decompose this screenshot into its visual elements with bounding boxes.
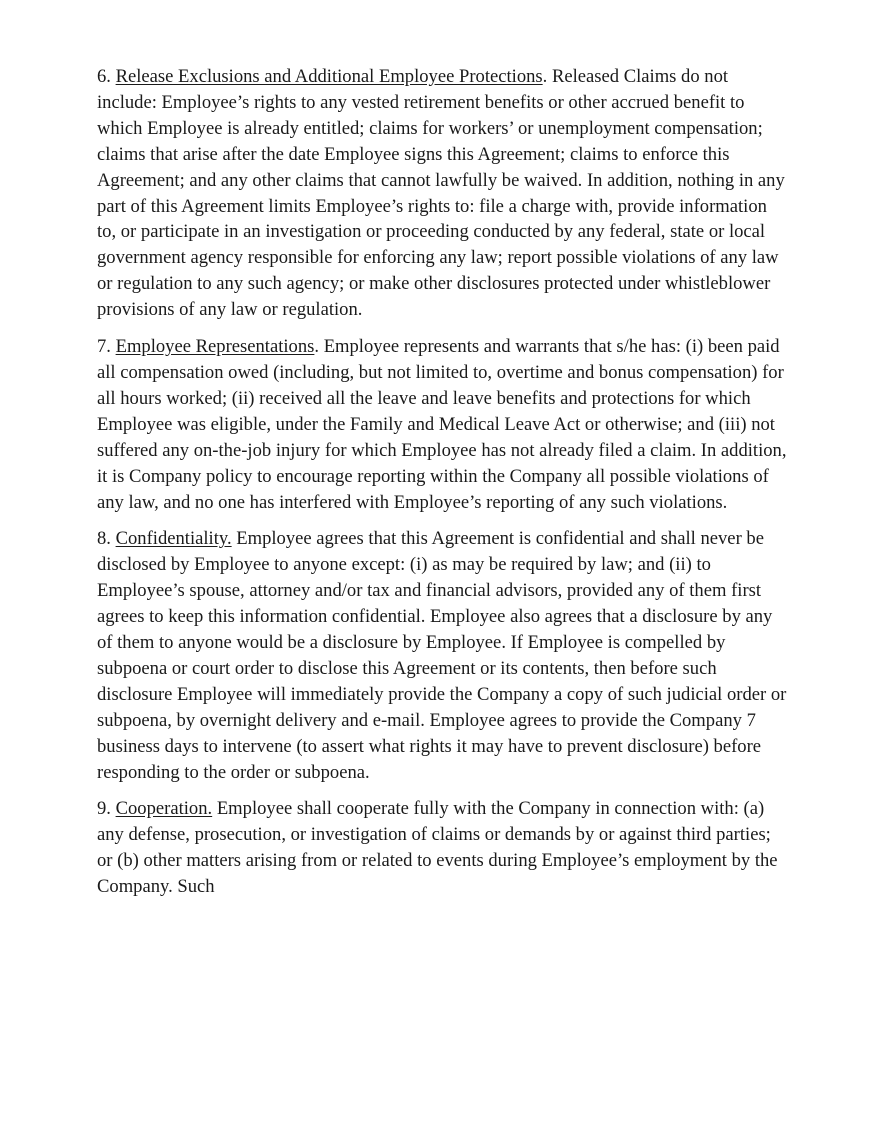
section-body: Employee agrees that this Agreement is confidential and shall never be disclosed by Employee to anyone except: (i) as may be required by law; and (ii) to Employee’s spouse, attorney and/or tax and financial advisors, provided any of them first agrees to keep this information confidential. Employee also agrees that a disclosure by any of them to anyone would be a disclosure by Employee. If Employee is compelled by subpoena or court order to disclose this Agreement or its contents, then before such disclosure Employee will immediately provide the Company a copy of such judicial order or subpoena, by overnight delivery and e-mail. Employee agrees to provide the Company 7 business days to intervene (to assert what rights it may have to prevent disclosure) before responding to the order or subpoena.: [97, 528, 787, 783]
section-body: Employee shall cooperate fully with the Company in connection with: (a) any defense, prosecution, or investigation of claims or demands by or against third parties; or (b) other matters arising from or related to events during Employee’s employment by the Company. Such: [97, 798, 778, 898]
section-body: . Released Claims do not include: Employee’s rights to any vested retirement benefits or other accrued benefit to which Employee is already entitled; claims for workers’ or unemployment compensation; claims that arise after the date Employee signs this Agreement; claims to enforce this Agreement; and any other claims that cannot lawfully be waived. In addition, nothing in any part of this Agreement limits Employee’s rights to: file a charge with, provide information to, or participate in an investigation or proceeding conducted by any federal, state or local government agency responsible for enforcing any law; report possible violations of any law or regulation to any such agency; or make other disclosures protected under whistleblower provisions of any law or regulation.: [97, 66, 785, 321]
section-heading: Employee Representations: [115, 336, 315, 358]
section-7-paragraph: [97, 334, 787, 515]
section-heading: Confidentiality.: [115, 528, 232, 550]
section-heading: Cooperation.: [115, 798, 213, 820]
section-body: . Employee represents and warrants that s/he has: (i) been paid all compensation owed (including, but not limited to, overtime and bonus compensation) for all hours worked; (ii) received all the leave and leave benefits and protections for which Employee was eligible, under the Family and Medical Leave Act or otherwise; and (iii) not suffered any on-the-job injury for which Employee has not already filed a claim. In addition, it is Company policy to encourage reporting within the Company all possible violations of any law, and no one has interfered with Employee’s reporting of any such violations.: [97, 336, 787, 513]
section-9-paragraph: [97, 796, 787, 900]
section-number: 8.: [97, 528, 116, 550]
section-6-paragraph: [97, 64, 787, 323]
document-page: [97, 64, 787, 911]
section-number: 7.: [97, 336, 116, 358]
section-number: 6.: [97, 66, 116, 87]
section-heading: Release Exclusions and Additional Employee Protections: [115, 66, 543, 87]
section-number: 9.: [97, 798, 116, 820]
section-8-paragraph: [94, 526, 787, 785]
